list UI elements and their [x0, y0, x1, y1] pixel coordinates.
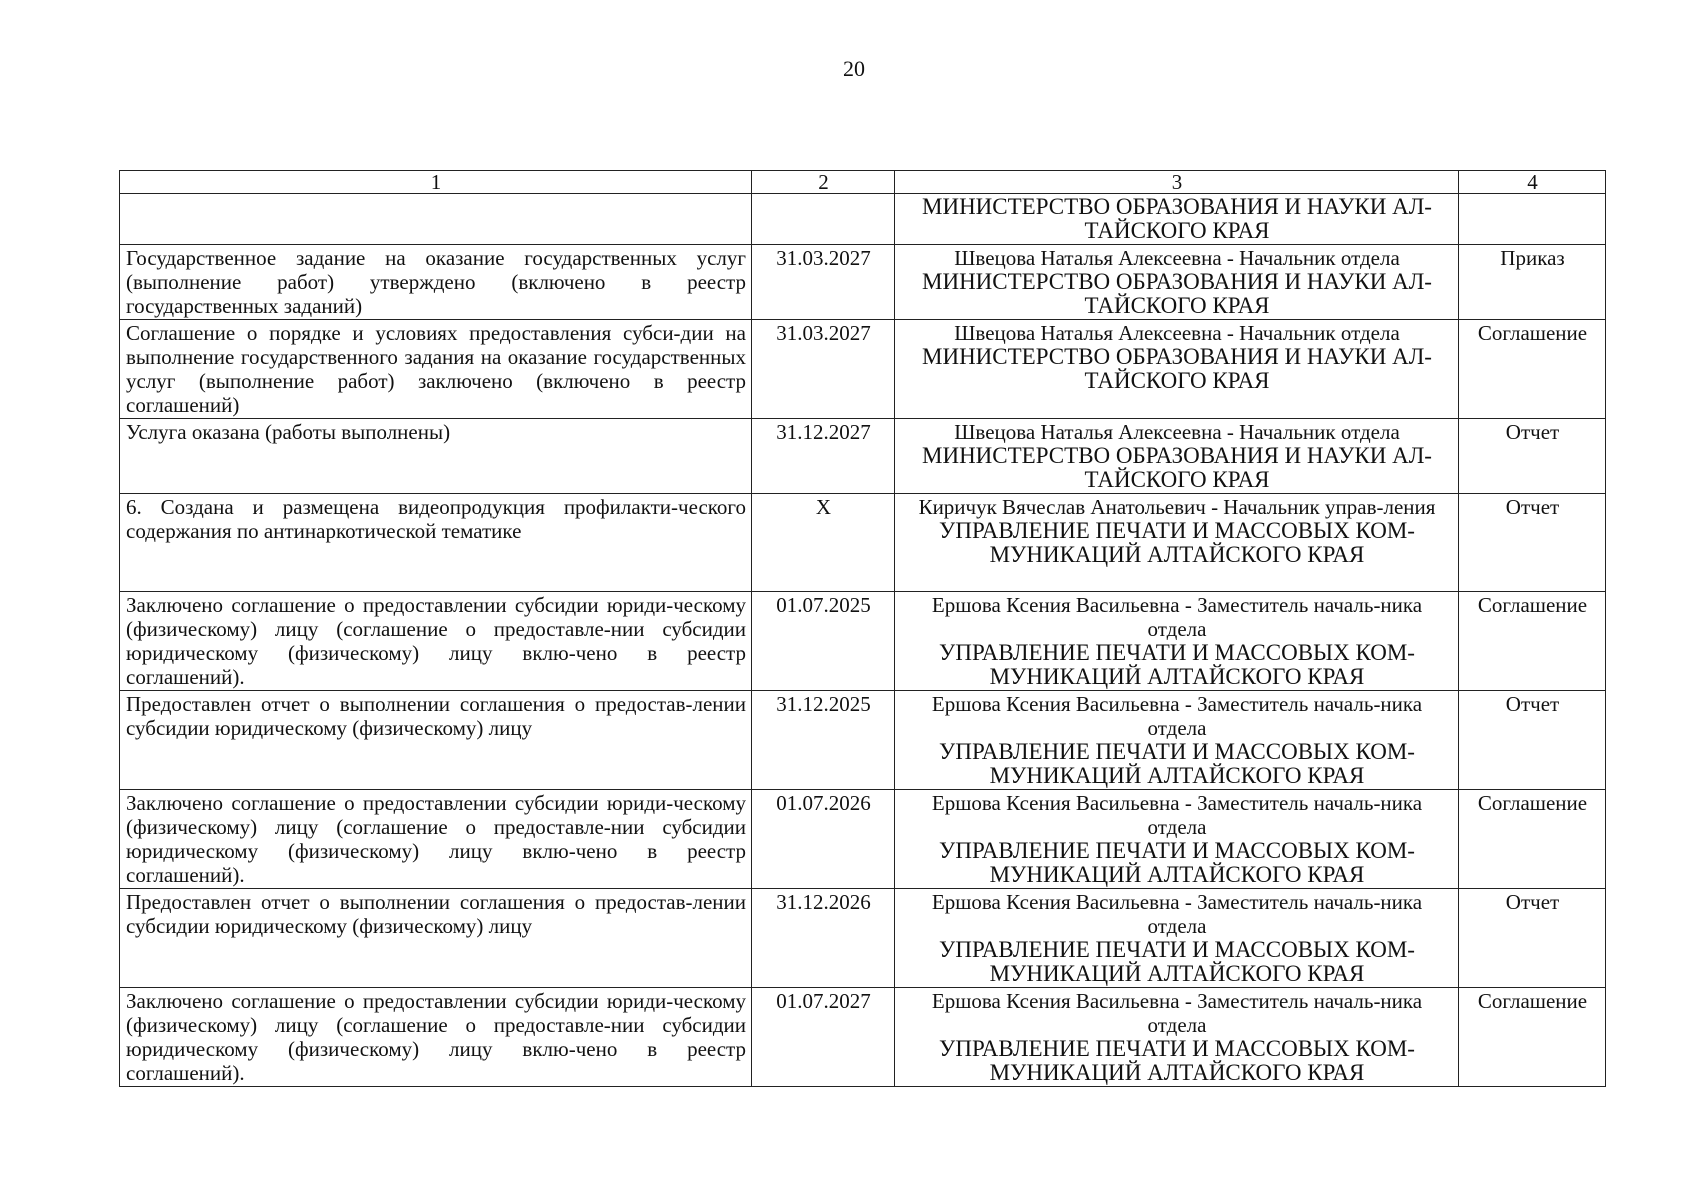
- responsible-cell: [895, 889, 1459, 988]
- responsible-cell: [895, 320, 1459, 419]
- event-description: Государственное задание на оказание государственных услуг (выполнение работ) утверждено (включено в реестр государственных заданий): [120, 245, 752, 320]
- responsible-organization: МИНИСТЕРСТВО ОБРАЗОВАНИЯ И НАУКИ АЛ-ТАЙСКОГО КРАЯ: [922, 269, 1432, 318]
- table-row: [120, 889, 1606, 988]
- responsible-organization: МИНИСТЕРСТВО ОБРАЗОВАНИЯ И НАУКИ АЛ-ТАЙСКОГО КРАЯ: [922, 344, 1432, 393]
- responsible-cell: [895, 988, 1459, 1087]
- document-type: [1459, 194, 1606, 245]
- responsible-cell: [895, 790, 1459, 889]
- responsible-organization: УПРАВЛЕНИЕ ПЕЧАТИ И МАССОВЫХ КОМ-МУНИКАЦИЙ АЛТАЙСКОГО КРАЯ: [939, 838, 1415, 887]
- header-row: [120, 171, 1606, 194]
- responsible-person: Швецова Наталья Алексеевна - Начальник отдела: [954, 246, 1400, 270]
- event-description: Предоставлен отчет о выполнении соглашения о предостав-лении субсидии юридическому (физическому) лицу: [120, 691, 752, 790]
- event-description: Заключено соглашение о предоставлении субсидии юриди-ческому (физическому) лицу (соглашение о предоставле-нии субсидии юридическому (физическому) лицу вклю-чено в реестр соглашений).: [120, 790, 752, 889]
- table-row: [120, 988, 1606, 1087]
- responsible-cell: [895, 419, 1459, 494]
- responsible-organization: МИНИСТЕРСТВО ОБРАЗОВАНИЯ И НАУКИ АЛ-ТАЙСКОГО КРАЯ: [922, 443, 1432, 492]
- responsible-person: Ершова Ксения Васильевна - Заместитель началь-ника отдела: [931, 593, 1423, 641]
- responsible-person: Ершова Ксения Васильевна - Заместитель началь-ника отдела: [931, 692, 1423, 740]
- responsible-cell: [895, 691, 1459, 790]
- responsible-organization: УПРАВЛЕНИЕ ПЕЧАТИ И МАССОВЫХ КОМ-МУНИКАЦИЙ АЛТАЙСКОГО КРАЯ: [939, 518, 1415, 567]
- page-number: 20: [843, 56, 865, 81]
- deadline-date: 01.07.2027: [752, 988, 895, 1087]
- column-header-4: 4: [1459, 171, 1606, 194]
- document-type: Соглашение: [1459, 988, 1606, 1087]
- responsible-person: Киричук Вячеслав Анатольевич - Начальник управ-ления: [918, 495, 1436, 519]
- responsible-cell: [895, 194, 1459, 245]
- table-row: [120, 790, 1606, 889]
- responsible-cell: [895, 592, 1459, 691]
- deadline-date: X: [752, 494, 895, 592]
- document-type: Соглашение: [1459, 790, 1606, 889]
- table-row: [120, 592, 1606, 691]
- responsible-organization: УПРАВЛЕНИЕ ПЕЧАТИ И МАССОВЫХ КОМ-МУНИКАЦИЙ АЛТАЙСКОГО КРАЯ: [939, 640, 1415, 689]
- responsible-organization: УПРАВЛЕНИЕ ПЕЧАТИ И МАССОВЫХ КОМ-МУНИКАЦИЙ АЛТАЙСКОГО КРАЯ: [939, 1036, 1415, 1085]
- event-description: Заключено соглашение о предоставлении субсидии юриди-ческому (физическому) лицу (соглашение о предоставле-нии субсидии юридическому (физическому) лицу вклю-чено в реестр соглашений).: [120, 988, 752, 1087]
- responsible-cell: [895, 494, 1459, 592]
- document-type: Приказ: [1459, 245, 1606, 320]
- deadline-date: 31.12.2027: [752, 419, 895, 494]
- document-type: Отчет: [1459, 889, 1606, 988]
- deadline-date: 31.12.2025: [752, 691, 895, 790]
- event-description: Соглашение о порядке и условиях предоставления субси-дии на выполнение государственного задания на оказание государственных услуг (выполнение работ) заключено (включено в реестр соглашений): [120, 320, 752, 419]
- responsible-person: Швецова Наталья Алексеевна - Начальник отдела: [954, 321, 1400, 345]
- table-row: [120, 494, 1606, 592]
- event-description: Предоставлен отчет о выполнении соглашения о предостав-лении субсидии юридическому (физическому) лицу: [120, 889, 752, 988]
- document-type: Отчет: [1459, 691, 1606, 790]
- table-row: [120, 419, 1606, 494]
- event-description: Заключено соглашение о предоставлении субсидии юриди-ческому (физическому) лицу (соглашение о предоставле-нии субсидии юридическому (физическому) лицу вклю-чено в реестр соглашений).: [120, 592, 752, 691]
- event-description: [120, 194, 752, 245]
- document-type: Соглашение: [1459, 592, 1606, 691]
- responsible-person: Ершова Ксения Васильевна - Заместитель началь-ника отдела: [931, 791, 1423, 839]
- document-type: Соглашение: [1459, 320, 1606, 419]
- table-row: [120, 194, 1606, 245]
- responsible-organization: УПРАВЛЕНИЕ ПЕЧАТИ И МАССОВЫХ КОМ-МУНИКАЦИЙ АЛТАЙСКОГО КРАЯ: [939, 739, 1415, 788]
- responsible-person: Ершова Ксения Васильевна - Заместитель началь-ника отдела: [931, 989, 1423, 1037]
- table-row: [120, 245, 1606, 320]
- responsible-organization: УПРАВЛЕНИЕ ПЕЧАТИ И МАССОВЫХ КОМ-МУНИКАЦИЙ АЛТАЙСКОГО КРАЯ: [939, 937, 1415, 986]
- table-row: [120, 691, 1606, 790]
- table-row: [120, 320, 1606, 419]
- plan-table: [119, 170, 1606, 1087]
- document-type: Отчет: [1459, 419, 1606, 494]
- deadline-date: 31.12.2026: [752, 889, 895, 988]
- deadline-date: 01.07.2025: [752, 592, 895, 691]
- event-description: 6. Создана и размещена видеопродукция профилакти-ческого содержания по антинаркотической тематике: [120, 494, 752, 592]
- column-header-2: 2: [752, 171, 895, 194]
- event-description: Услуга оказана (работы выполнены): [120, 419, 752, 494]
- responsible-person: Швецова Наталья Алексеевна - Начальник отдела: [954, 420, 1400, 444]
- deadline-date: [752, 194, 895, 245]
- deadline-date: 31.03.2027: [752, 245, 895, 320]
- column-header-3: 3: [895, 171, 1459, 194]
- responsible-person: Ершова Ксения Васильевна - Заместитель началь-ника отдела: [931, 890, 1423, 938]
- responsible-cell: [895, 245, 1459, 320]
- column-header-1: 1: [120, 171, 752, 194]
- responsible-organization: МИНИСТЕРСТВО ОБРАЗОВАНИЯ И НАУКИ АЛ-ТАЙСКОГО КРАЯ: [922, 194, 1432, 243]
- deadline-date: 31.03.2027: [752, 320, 895, 419]
- deadline-date: 01.07.2026: [752, 790, 895, 889]
- document-type: Отчет: [1459, 494, 1606, 592]
